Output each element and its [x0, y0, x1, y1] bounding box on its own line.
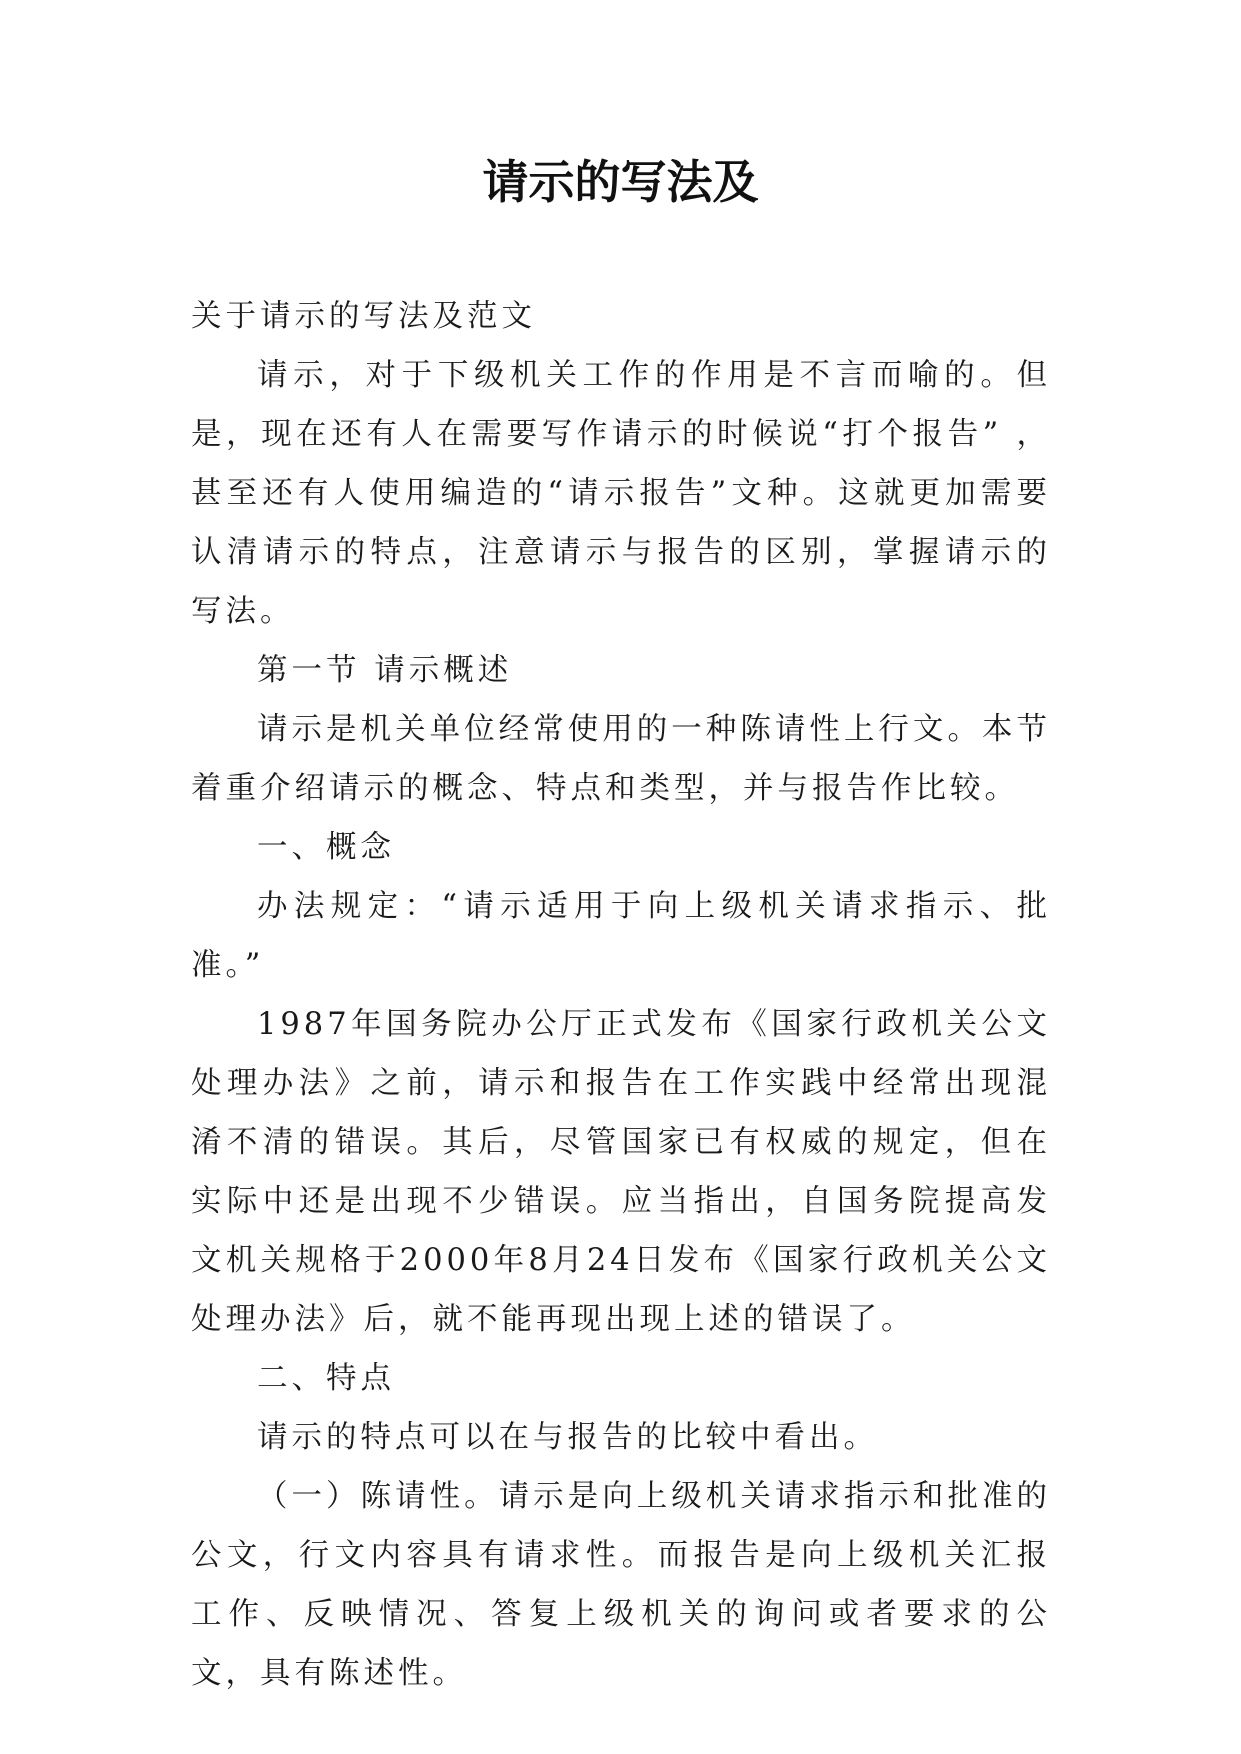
paragraph-features-intro: 请示的特点可以在与报告的比较中看出。	[257, 1420, 878, 1455]
paragraph-regulation: 办法规定：“请示适用于向上级机关请求指示、批准。”	[191, 889, 1051, 983]
subheading-features: 二、特点	[257, 1361, 395, 1396]
paragraph-subtitle: 关于请示的写法及范文	[191, 299, 536, 334]
paragraph-overview: 请示是机关单位经常使用的一种陈请性上行文。本节着重介绍请示的概念、特点和类型，并与报告作比较。	[191, 712, 1051, 806]
paragraph-intro: 请示，对于下级机关工作的作用是不言而喻的。但是，现在还有人在需要写作请示的时候说“打个报告” ，甚至还有人使用编造的“请示报告”文种。这就更加需要认清请示的特点，注意请示与报告的区别，掌握请示的写法。	[191, 358, 1051, 629]
paragraph-feature-1: （一）陈请性。请示是向上级机关请求指示和批准的公文，行文内容具有请求性。而报告是向上级机关汇报工作、反映情况、答复上级机关的询问或者要求的公文，具有陈述性。	[191, 1479, 1051, 1691]
document-body	[191, 287, 1051, 1703]
paragraph-history: 1987年国务院办公厅正式发布《国家行政机关公文处理办法》之前，请示和报告在工作实践中经常出现混淆不清的错误。其后，尽管国家已有权威的规定，但在实际中还是出现不少错误。应当指出，自国务院提高发文机关规格于2000年8月24日发布《国家行政机关公文处理办法》后，就不能再现出现上述的错误了。	[191, 1007, 1051, 1337]
section-heading-1: 第一节 请示概述	[257, 653, 513, 688]
subheading-concept: 一、概念	[257, 830, 395, 865]
document-title: 请示的写法及	[482, 155, 759, 209]
